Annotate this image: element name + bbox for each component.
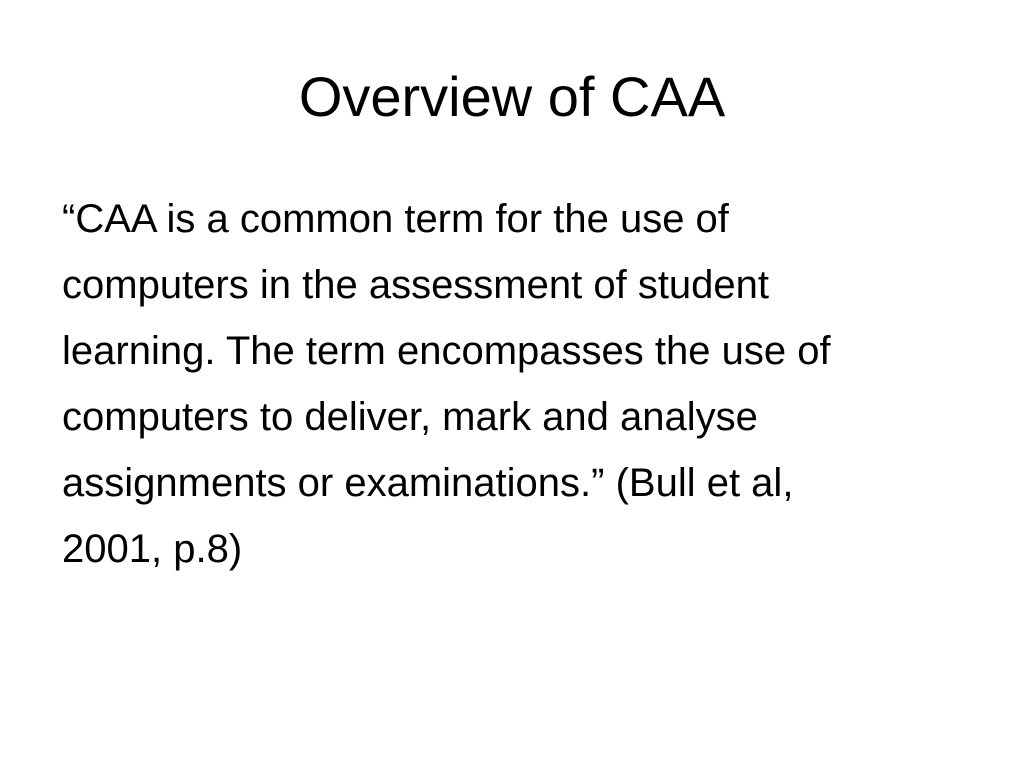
body-line: “CAA is a common term for the use of [62,197,729,241]
slide-body-quote [62,186,962,582]
body-line: assignments or examinations.” (Bull et al, [62,461,794,505]
body-line: computers to deliver, mark and analyse [62,395,758,439]
body-line: learning. The term encompasses the use of [62,329,831,373]
body-line: computers in the assessment of student [62,263,770,307]
body-line: 2001, p.8) [62,527,243,571]
slide-title: Overview of CAA [298,65,726,128]
